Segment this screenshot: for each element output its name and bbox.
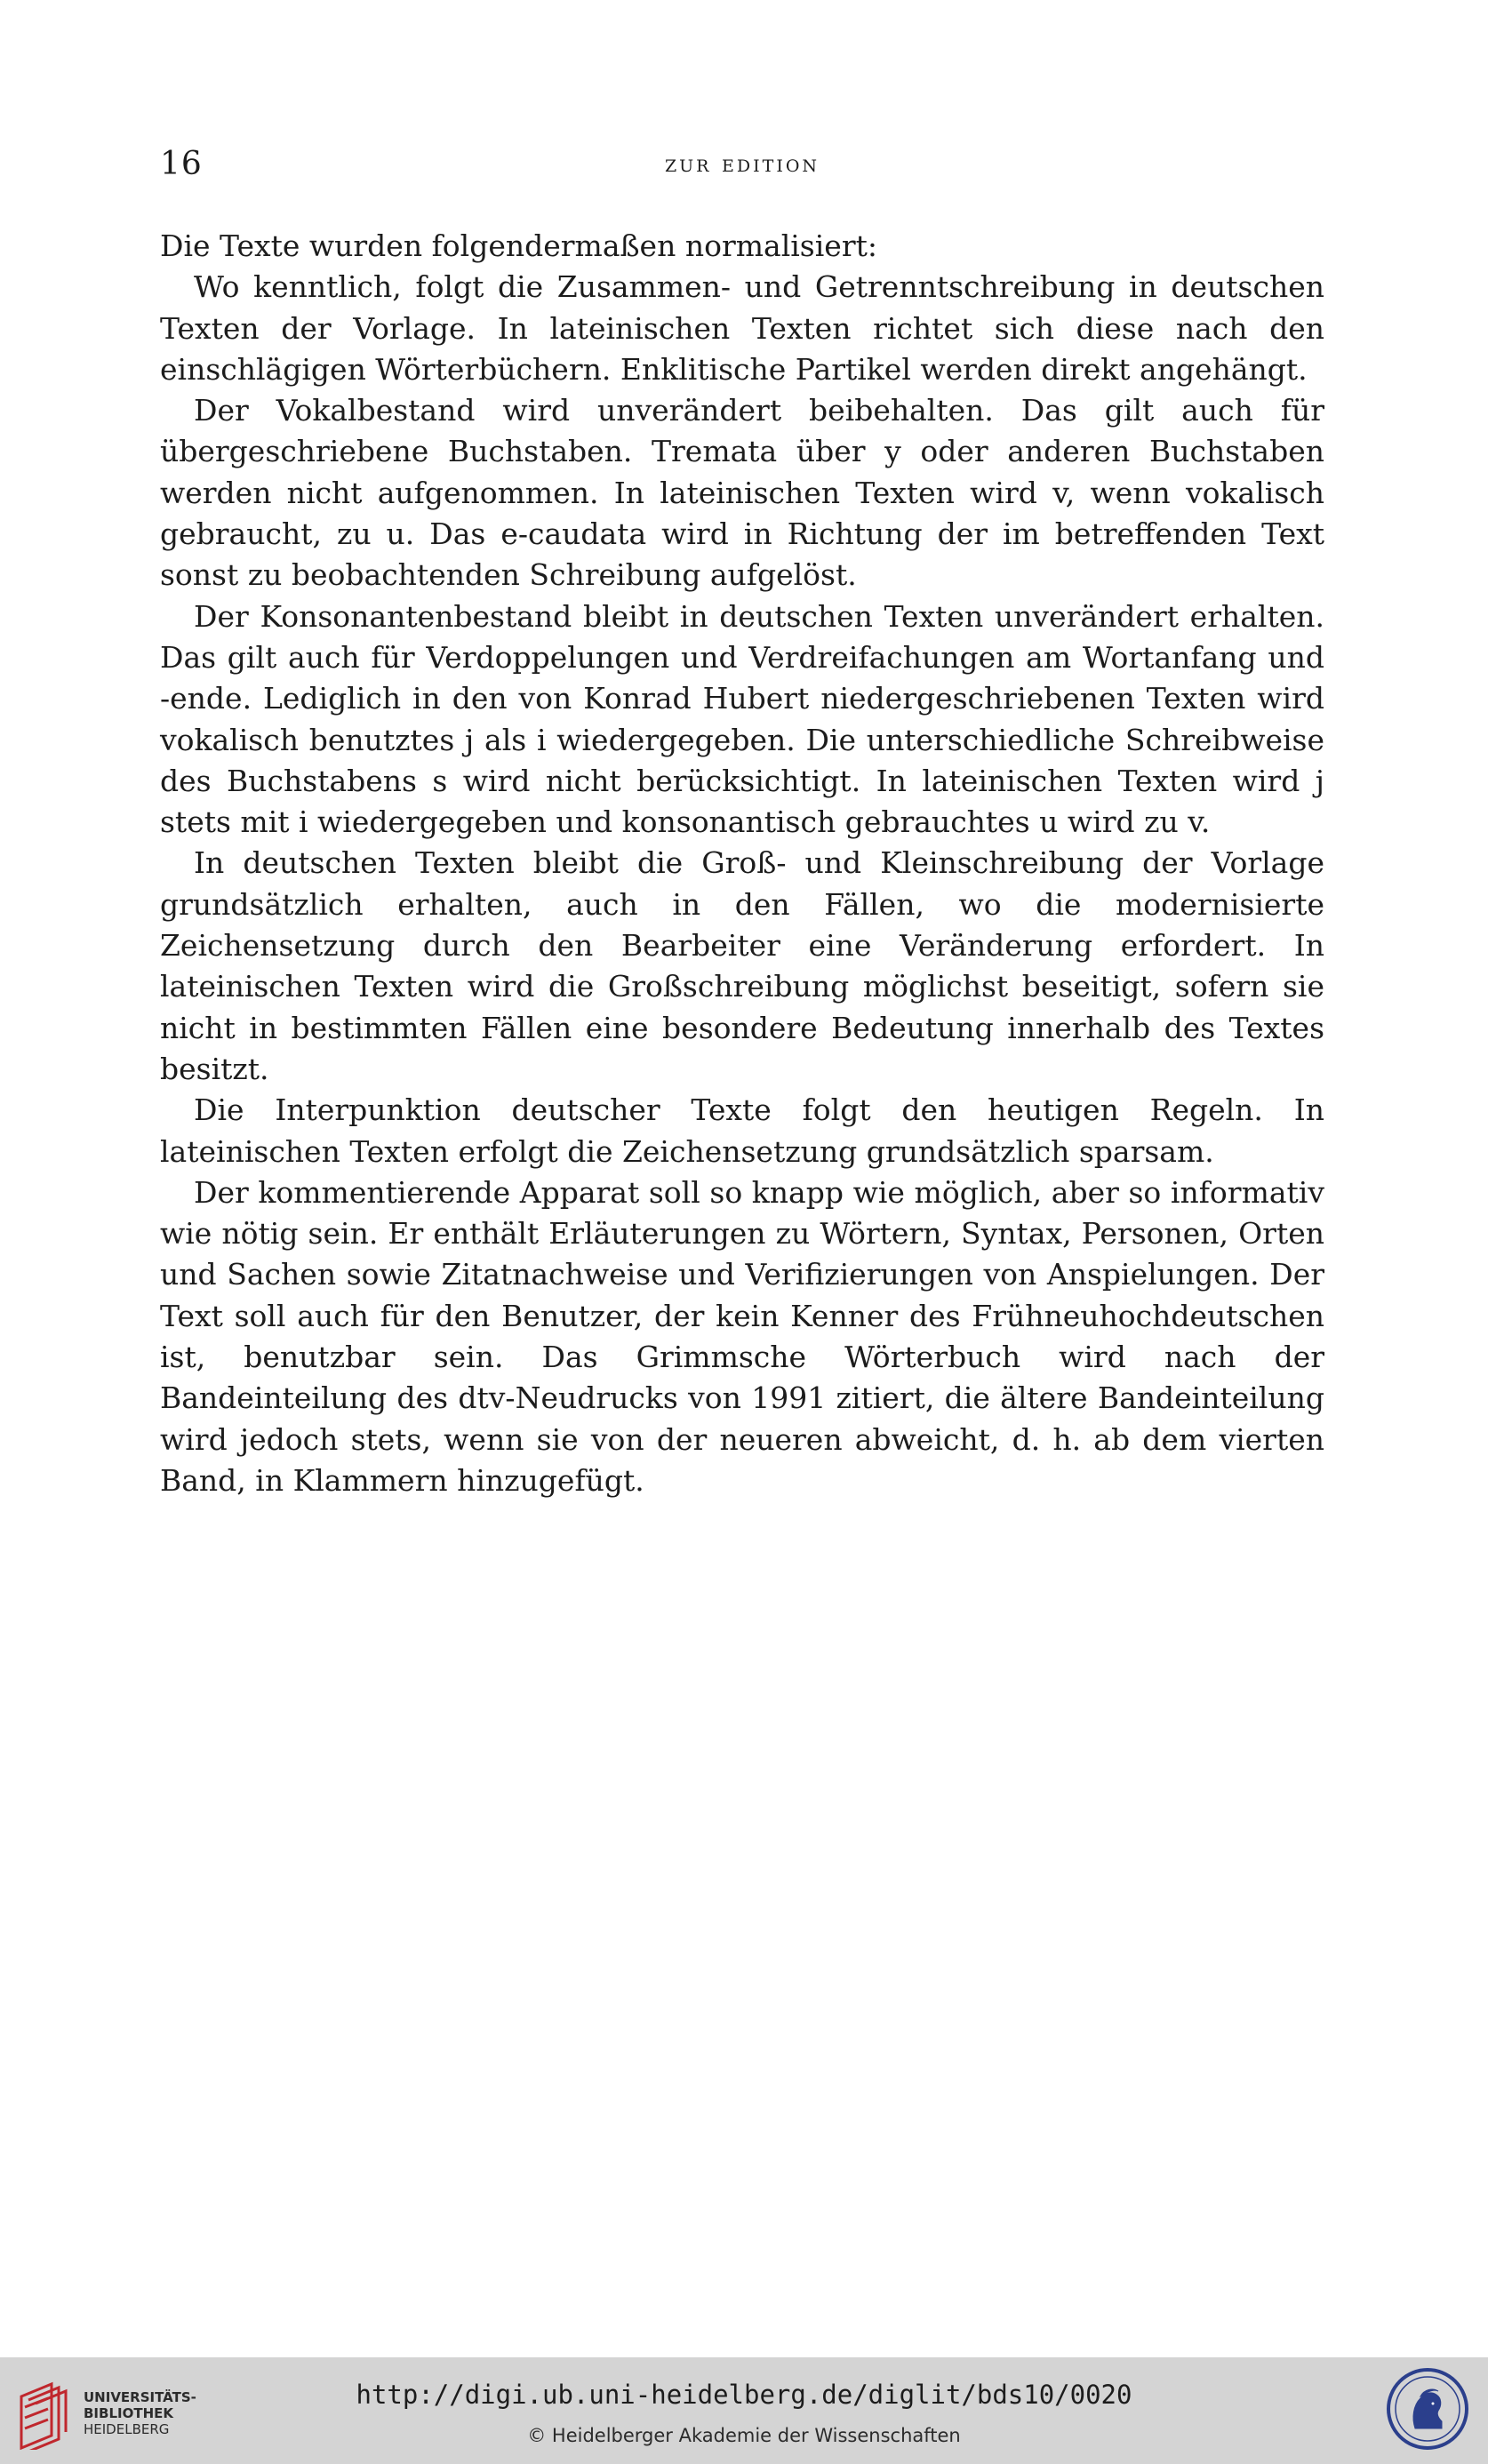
page-header (160, 142, 1324, 187)
footer-bar (0, 2357, 1488, 2464)
copyright-notice: © Heidelberger Akademie der Wissenschaften (527, 2425, 961, 2446)
paragraph-vowels: Der Vokalbestand wird unverändert beibehalten. Das gilt auch für übergeschriebene Buchstaben. Tremata über y oder anderen Buchstaben werden nicht aufgenommen. In lateinischen Texten wird v, wenn vokalisch gebraucht, zu u. Das e-caudata wird in Richtung der im betreffenden Text sonst zu beobachtenden Schreibung aufgelöst. (160, 393, 1324, 593)
body-text (160, 226, 1324, 1501)
paragraph-word-separation: Wo kenntlich, folgt die Zusammen- und Getrenntschreibung in deutschen Texten der Vorlage. In lateinischen Texten richtet sich diese nach den einschlägigen Wörterbüchern. Enklitische Partikel werden direkt angehängt. (160, 269, 1324, 387)
paragraph-punctuation: Die Interpunktion deutscher Texte folgt den heutigen Regeln. In lateinischen Texten erfolgt die Zeichensetzung grundsätzlich sparsam. (160, 1092, 1324, 1169)
paragraph-capitalization: In deutschen Texten bleibt die Groß- und Kleinschreibung der Vorlage grundsätzlich erhalten, auch in den Fällen, wo die modernisierte Zeichensetzung durch den Bearbeiter eine Veränderung erfordert. In lateinischen Texten wird die Großschreibung möglichst beseitigt, sofern sie nicht in bestimmten Fällen eine besondere Bedeutung innerhalb des Textes besitzt. (160, 845, 1324, 1086)
permalink-url[interactable]: http://digi.ub.uni-heidelberg.de/diglit/bds10/0020 (356, 2380, 1132, 2410)
library-logo-line-2: BIBLIOTHEK (84, 2405, 173, 2421)
paragraph-apparatus: Der kommentierende Apparat soll so knapp wie möglich, aber so informativ wie nötig sein. Er enthält Erläuterungen zu Wörtern, Syntax, Personen, Orten und Sachen sowie Zitatnachweise und Verifizierungen von Anspielungen. Der Text soll auch für den Benutzer, der kein Kenner des Frühneuhochdeutschen ist, benutzbar sein. Das Grimmsche Wörterbuch wird nach der Bandeinteilung des dtv-Neudrucks von 1991 zitiert, die ältere Bandeinteilung wird jedoch stets, wenn sie von der neueren abweicht, d. h. ab dem vierten Band, in Klammern hinzugefügt. (160, 1174, 1324, 1498)
page-number: 16 (160, 146, 203, 182)
paragraph-intro: Die Texte wurden folgendermaßen normalisiert: (160, 228, 877, 263)
academy-seal-icon[interactable] (1385, 2366, 1470, 2452)
library-logo-line-1: UNIVERSITÄTS- (84, 2389, 196, 2405)
running-head: zur edition (664, 150, 820, 178)
library-logo-line-3: HEIDELBERG (84, 2421, 170, 2437)
paragraph-consonants: Der Konsonantenbestand bleibt in deutschen Texten unverändert erhalten. Das gilt auch für Verdoppelungen und Verdreifachungen am Wortanfang und -ende. Lediglich in den von Konrad Hubert niedergeschriebenen Texten wird vokalisch benutztes j als i wiedergegeben. Die unterschiedliche Schreibweise des Buchstabens s wird nicht berücksichtigt. In lateinischen Texten wird j stets mit i wiedergegeben und konsonantisch gebrauchtes u wird zu v. (160, 598, 1324, 840)
